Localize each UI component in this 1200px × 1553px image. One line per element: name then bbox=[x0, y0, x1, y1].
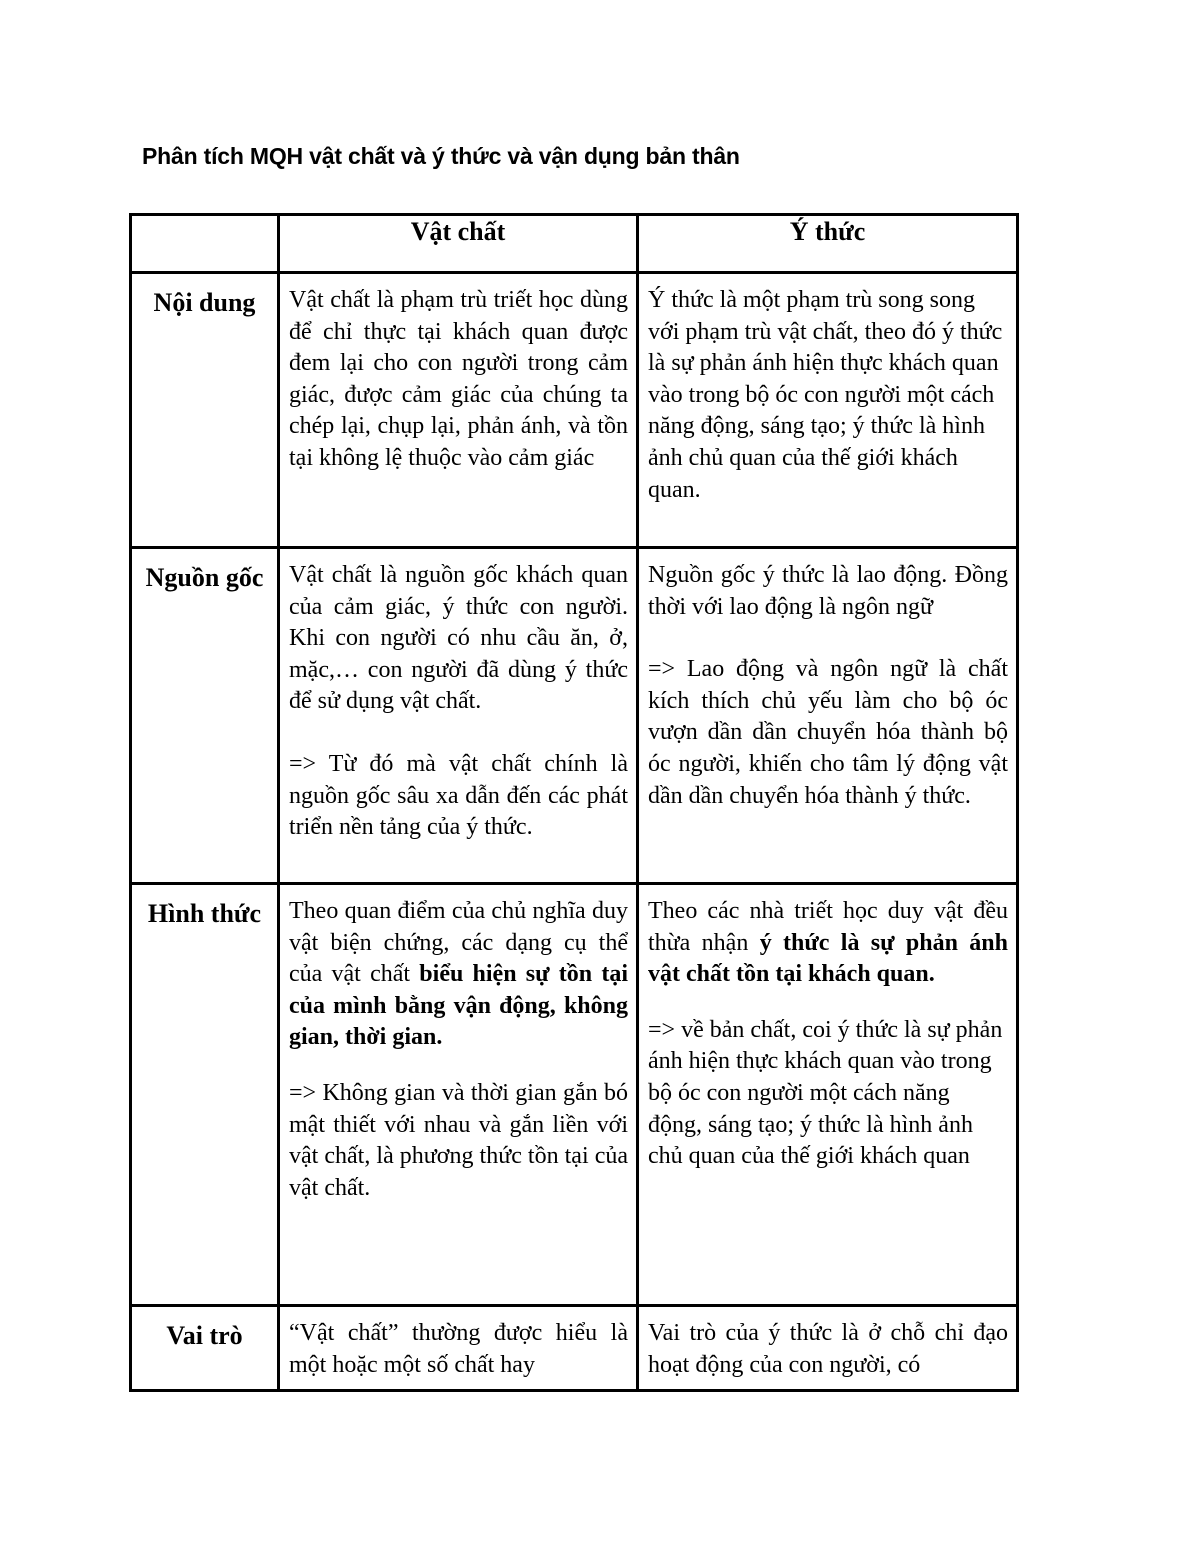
cell-paragraph: Nguồn gốc ý thức là lao động. Đồng thời với lao động là ngôn ngữ bbox=[648, 562, 1008, 620]
row-label-vai-tro: Vai trò bbox=[131, 1306, 279, 1391]
cell-paragraph: => Lao động và ngôn ngữ là chất kích thích chủ yếu làm cho bộ óc vượn dần dần chuyển hóa thành bộ óc người, khiến cho tâm lý động vật dần dần chuyển hóa thành ý thức. bbox=[648, 656, 1008, 809]
cell-paragraph: => Không gian và thời gian gắn bó mật thiết với nhau và gắn liền với vật chất, là phương thức tồn tại của vật chất. bbox=[289, 1079, 628, 1201]
cell-hinh-thuc-vat-chat bbox=[279, 884, 638, 1306]
cell-text: Vật chất là phạm trù triết học dùng để chỉ thực tại khách quan được đem lại cho con người trong cảm giác, được cảm giác của chúng ta chép lại, chụp lại, phản ánh, và tồn tại không lệ thuộc vào cảm giác bbox=[289, 287, 628, 471]
cell-paragraph bbox=[289, 896, 628, 1054]
cell-noi-dung-vat-chat bbox=[279, 273, 638, 548]
cell-paragraph: Vật chất là nguồn gốc khách quan của cảm giác, ý thức con người. Khi con người có nhu cầu ăn, ở, mặc,… con người đã dùng ý thức để sử dụng vật chất. bbox=[289, 562, 628, 715]
cell-hinh-thuc-y-thuc bbox=[638, 884, 1018, 1306]
row-label-noi-dung: Nội dung bbox=[131, 273, 279, 548]
bold-text: biểu hiện sự tồn tại của mình bằng vận động, không gian, thời gian. bbox=[289, 961, 628, 1051]
table-header-row bbox=[131, 215, 1018, 273]
cell-paragraph: => Từ đó mà vật chất chính là nguồn gốc sâu xa dẫn đến các phát triển nền tảng của ý thức. bbox=[289, 750, 628, 841]
table-row-noi-dung bbox=[131, 273, 1018, 548]
comparison-table bbox=[129, 213, 1019, 1392]
cell-text: Ý thức là một phạm trù song song với phạm trù vật chất, theo đó ý thức là sự phản ánh hiện thực khách quan vào trong bộ óc con người một cách năng động, sáng tạo; ý thức là hình ảnh chủ quan của thế giới khách quan. bbox=[648, 287, 1003, 503]
row-label-hinh-thuc: Hình thức bbox=[131, 884, 279, 1306]
bold-text: ý thức là sự phản ánh vật chất tồn tại khách quan. bbox=[648, 929, 1008, 988]
cell-paragraph bbox=[648, 896, 1008, 991]
cell-vai-tro-vat-chat bbox=[279, 1306, 638, 1391]
cell-vai-tro-y-thuc bbox=[638, 1306, 1018, 1391]
normal-text: Theo các nhà triết học duy vật đều thừa nhận bbox=[648, 898, 1008, 956]
cell-text: Vai trò của ý thức là ở chỗ chỉ đạo hoạt động của con người, có bbox=[648, 1320, 1008, 1378]
page-title: Phân tích MQH vật chất và ý thức và vận dụng bản thân bbox=[142, 143, 740, 169]
header-vat-chat: Vật chất bbox=[279, 215, 638, 273]
cell-nguon-goc-vat-chat bbox=[279, 548, 638, 884]
normal-text: Theo quan điểm của chủ nghĩa duy vật biện chứng, các dạng cụ thể của vật chất bbox=[289, 898, 628, 988]
table-row-hinh-thuc bbox=[131, 884, 1018, 1306]
header-y-thuc: Ý thức bbox=[638, 215, 1018, 273]
table-row-vai-tro bbox=[131, 1306, 1018, 1391]
cell-noi-dung-y-thuc bbox=[638, 273, 1018, 548]
table-row-nguon-goc bbox=[131, 548, 1018, 884]
row-label-nguon-goc: Nguồn gốc bbox=[131, 548, 279, 884]
cell-text: “Vật chất” thường được hiểu là một hoặc một số chất hay bbox=[289, 1320, 628, 1378]
header-empty-cell bbox=[131, 215, 279, 273]
cell-nguon-goc-y-thuc bbox=[638, 548, 1018, 884]
cell-paragraph: => về bản chất, coi ý thức là sự phản ánh hiện thực khách quan vào trong bộ óc con người một cách năng động, sáng tạo; ý thức là hình ảnh chủ quan của thế giới khách quan bbox=[648, 1016, 1003, 1170]
